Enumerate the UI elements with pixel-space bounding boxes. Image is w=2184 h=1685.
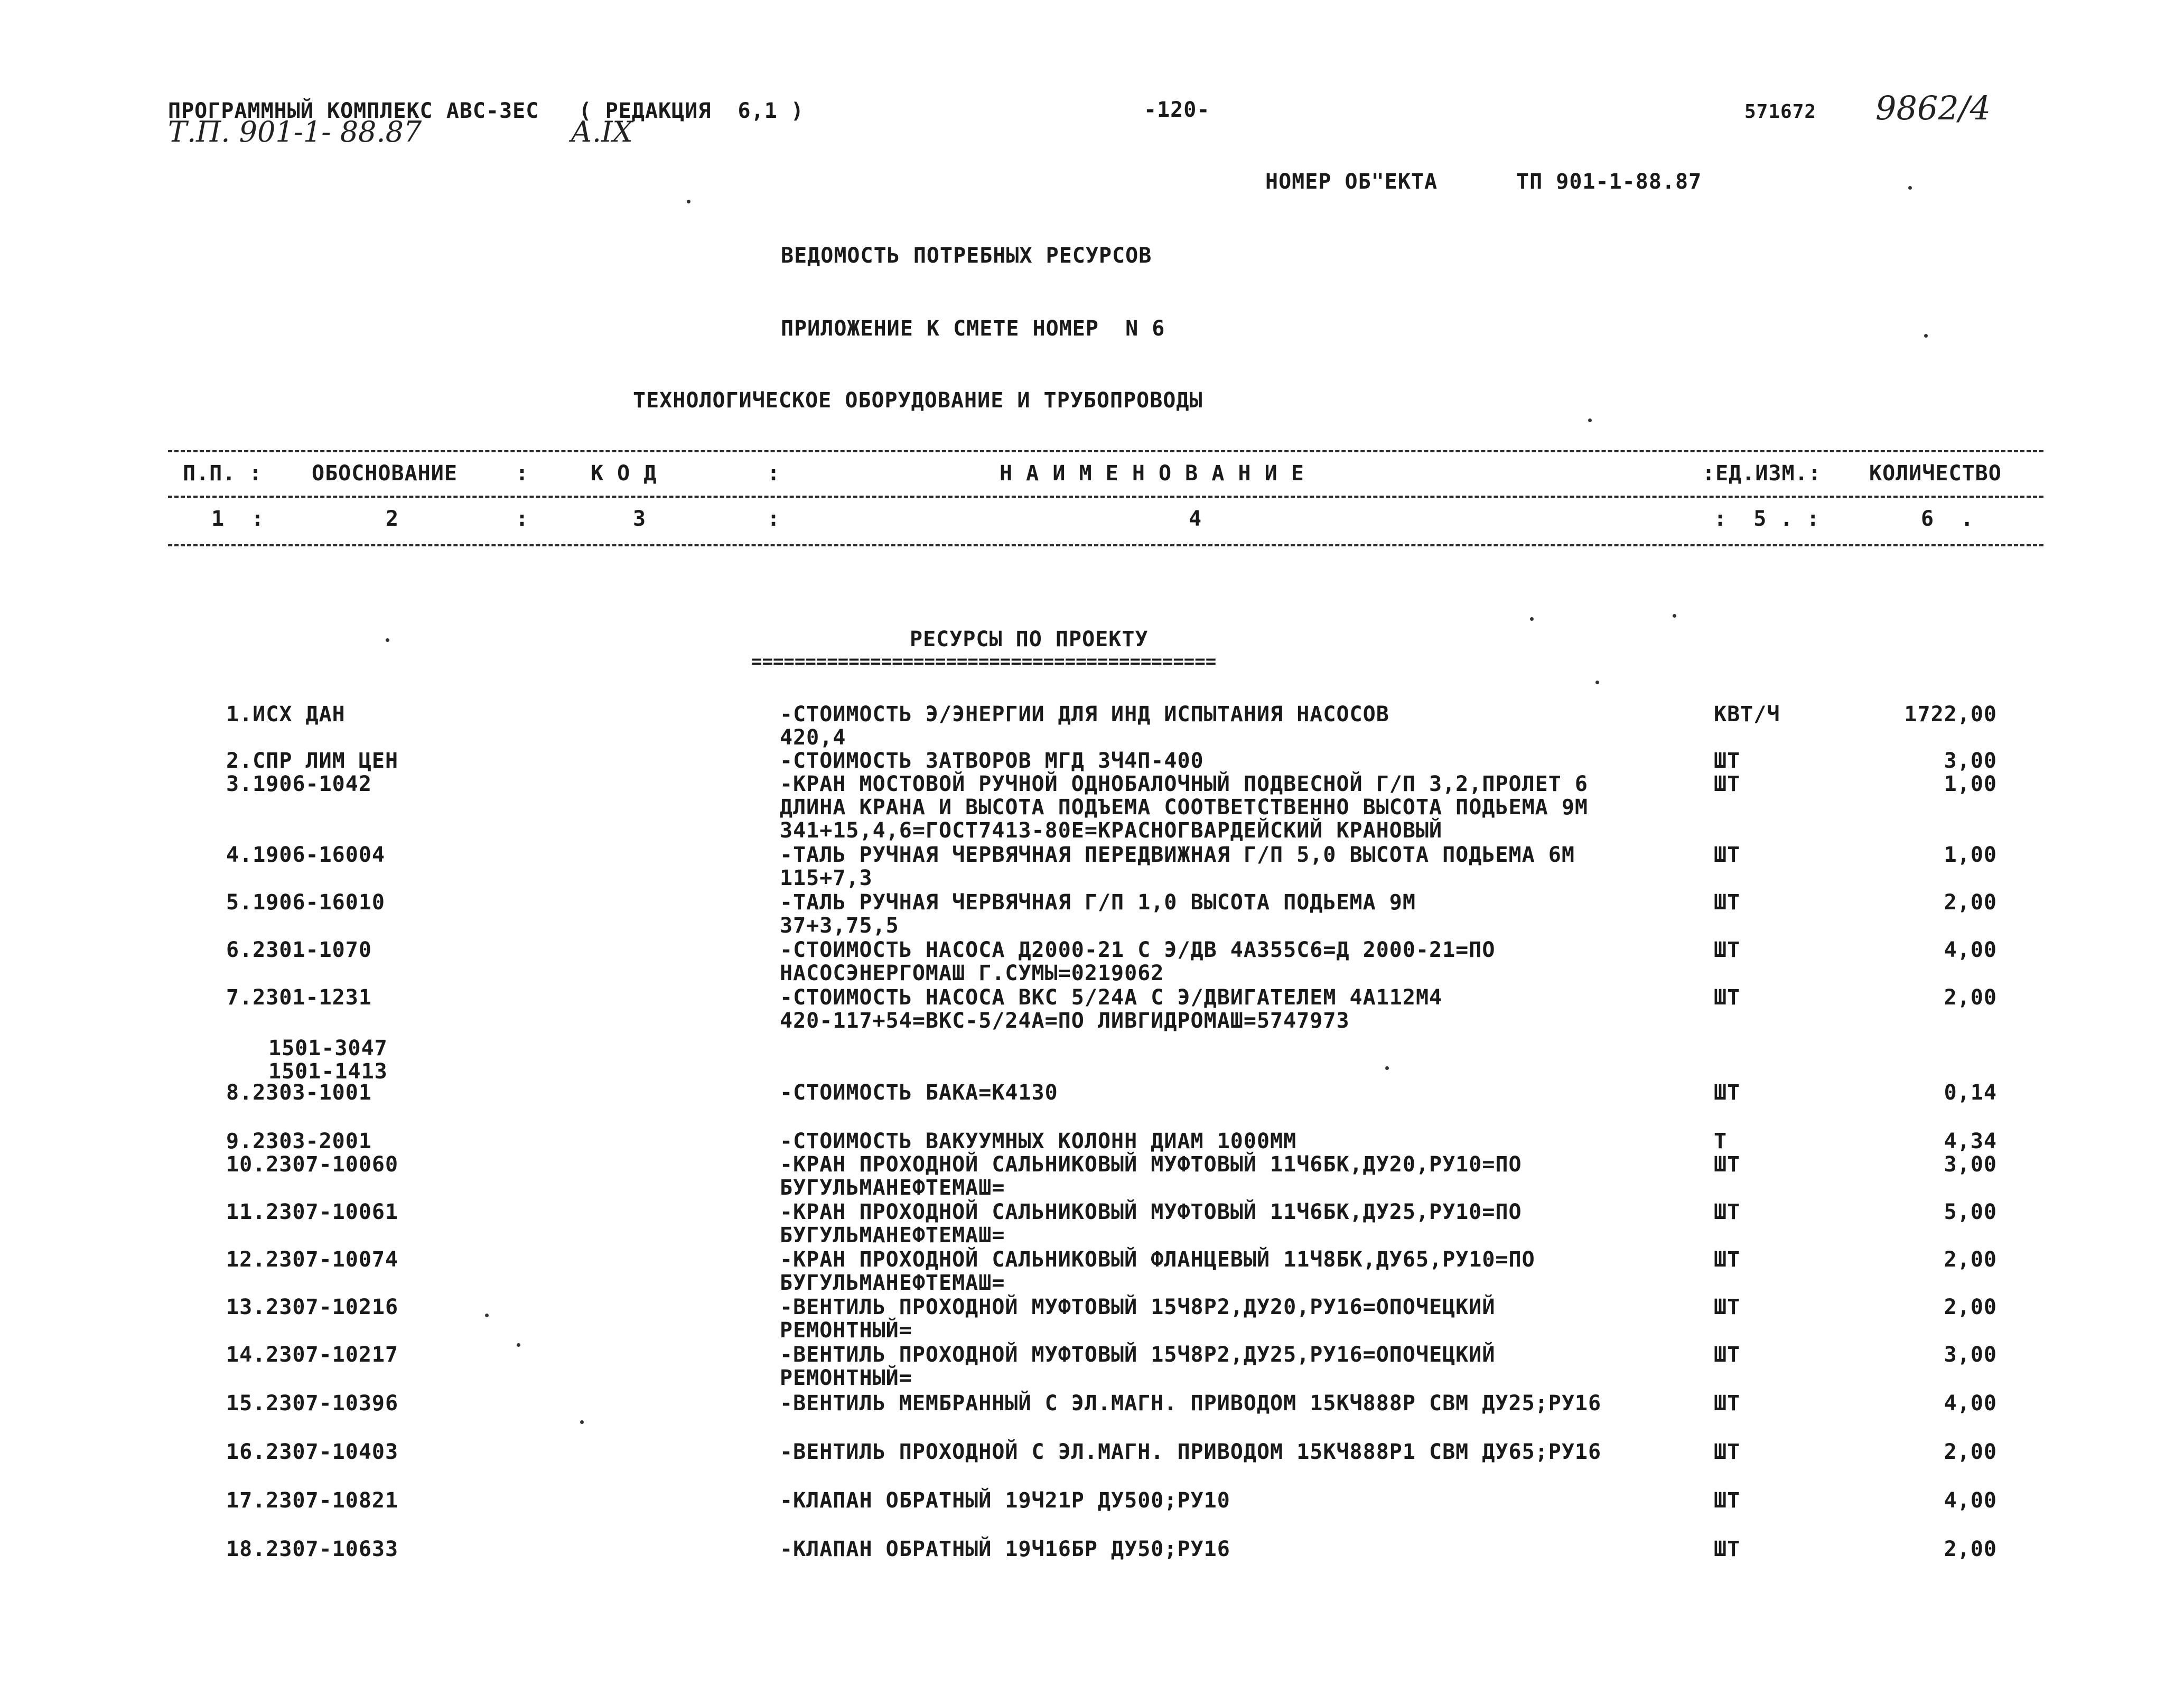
col-header-sep: :	[767, 461, 781, 486]
col-header-basis: ОБОСНОВАНИЕ	[312, 461, 458, 486]
row-unit: ШТ	[1714, 890, 1741, 915]
program-name: ПРОГРАММНЫЙ КОМПЛЕКС АВС-ЗЕС ( РЕДАКЦИЯ 6,1 )	[168, 99, 804, 123]
section-underline: ===========================================	[751, 651, 1217, 672]
row-quantity: 2,00	[1944, 1537, 1997, 1561]
row-index: 4.1906-16004	[226, 843, 385, 867]
col-number-5: : 5 . :	[1714, 507, 1820, 531]
document-code: 571672	[1744, 101, 1817, 123]
title-line-1: ВЕДОМОСТЬ ПОТРЕБНЫХ РЕСУРСОВ	[781, 244, 1152, 268]
row-unit: Т	[1714, 1129, 1728, 1153]
row-name-continued: 37+3,75,5	[780, 914, 899, 938]
object-label: НОМЕР ОБ"ЕКТА	[1265, 170, 1438, 194]
row-index: 2.СПР ЛИМ ЦЕН	[226, 749, 399, 773]
scan-speck	[1595, 681, 1599, 684]
row-unit: ШТ	[1714, 749, 1741, 773]
row-name-continued: ДЛИНА КРАНА И ВЫСОТА ПОДЪЕМА СООТВЕТСТВЕННО ВЫСОТА ПОДЬЕМА 9М	[780, 795, 1589, 820]
row-name: -КРАН ПРОХОДНОЙ САЛЬНИКОВЫЙ МУФТОВЫЙ 11Ч6БК,ДУ25,РУ10=ПО	[780, 1200, 1522, 1224]
row-name: -КРАН ПРОХОДНОЙ САЛЬНИКОВЫЙ МУФТОВЫЙ 11Ч6БК,ДУ20,РУ10=ПО	[780, 1152, 1522, 1177]
row-index: 9.2303-2001	[226, 1129, 372, 1153]
row-unit: ШТ	[1714, 1440, 1741, 1464]
row-quantity: 2,00	[1944, 985, 1997, 1010]
title-line-2: ПРИЛОЖЕНИЕ К СМЕТЕ НОМЕР N 6	[781, 316, 1165, 341]
row-index: 18.2307-10633	[226, 1537, 399, 1561]
row-name: -ВЕНТИЛЬ ПРОХОДНОЙ МУФТОВЫЙ 15Ч8Р2,ДУ25,РУ16=ОПОЧЕЦКИЙ	[780, 1343, 1496, 1367]
table-rule-bottom	[168, 544, 2043, 546]
table-rule-top	[168, 450, 2043, 452]
section-title: РЕСУРСЫ ПО ПРОЕКТУ	[910, 627, 1149, 651]
scan-speck	[580, 1420, 584, 1424]
scan-speck	[1924, 334, 1928, 338]
row-name-continued: 341+15,4,6=ГОСТ7413-80Е=КРАСНОГВАРДЕЙСКИЙ КРАНОВЫЙ	[780, 818, 1443, 843]
col-number-sep: :	[516, 507, 529, 531]
row-unit: КВТ/Ч	[1714, 702, 1780, 727]
page-number: -120-	[1144, 98, 1210, 122]
handwritten-number: 9862/4	[1875, 89, 1991, 127]
row-name: -ВЕНТИЛЬ МЕМБРАННЫЙ С ЭЛ.МАГН. ПРИВОДОМ 15КЧ888Р СВМ ДУ25;РУ16	[780, 1391, 1602, 1416]
row-quantity: 4,00	[1944, 1391, 1997, 1416]
row-index: 16.2307-10403	[226, 1440, 399, 1464]
scan-speck	[517, 1343, 520, 1347]
row-name-continued: БУГУЛЬМАНЕФТЕМАШ=	[780, 1223, 1005, 1248]
row-index: 7.2301-1231	[226, 985, 372, 1010]
row-name: -КРАН ПРОХОДНОЙ САЛЬНИКОВЫЙ ФЛАНЦЕВЫЙ 11Ч8БК,ДУ65,РУ10=ПО	[780, 1248, 1535, 1272]
col-number-2: 2	[386, 507, 399, 531]
object-value: ТП 901-1-88.87	[1516, 170, 1702, 194]
col-header-code: К О Д	[591, 461, 657, 486]
row-unit: ШТ	[1714, 1488, 1741, 1513]
col-header-pp: П.П. :	[183, 461, 263, 486]
col-number-6: 6 .	[1921, 507, 1974, 531]
row-unit: ШТ	[1714, 1081, 1741, 1105]
row-name: -КРАН МОСТОВОЙ РУЧНОЙ ОДНОБАЛОЧНЫЙ ПОДВЕСНОЙ Г/П 3,2,ПРОЛЕТ 6	[780, 772, 1589, 796]
row-name: -СТОИМОСТЬ БАКА=К4130	[780, 1081, 1058, 1105]
col-header-unit: :ЕД.ИЗМ.:	[1702, 461, 1822, 486]
row-unit: ШТ	[1714, 1537, 1741, 1561]
row-quantity: 5,00	[1944, 1200, 1997, 1224]
row-name: -КЛАПАН ОБРАТНЫЙ 19Ч21Р ДУ500;РУ10	[780, 1488, 1230, 1513]
row-quantity: 3,00	[1944, 1152, 1997, 1177]
row-name-continued: 420,4	[780, 725, 846, 750]
row-unit: ШТ	[1714, 1295, 1741, 1319]
row-index: 8.2303-1001	[226, 1081, 372, 1105]
row-name: -СТОИМОСТЬ НАСОСА ВКС 5/24А С Э/ДВИГАТЕЛЕМ 4А112М4	[780, 985, 1443, 1010]
row-name-continued: 420-117+54=ВКС-5/24А=ПО ЛИВГИДРОМАШ=5747973	[780, 1009, 1350, 1033]
row-name-continued: 115+7,3	[780, 866, 873, 890]
row-unit: ШТ	[1714, 843, 1741, 867]
row-name: -КЛАПАН ОБРАТНЫЙ 19Ч16БР ДУ50;РУ16	[780, 1537, 1230, 1561]
row-name: -ВЕНТИЛЬ ПРОХОДНОЙ МУФТОВЫЙ 15Ч8Р2,ДУ20,РУ16=ОПОЧЕЦКИЙ	[780, 1295, 1496, 1319]
row-quantity: 0,14	[1944, 1081, 1997, 1105]
row-index: 12.2307-10074	[226, 1248, 399, 1272]
row-index: 3.1906-1042	[226, 772, 372, 796]
scan-speck	[1385, 1066, 1389, 1070]
row-index: 5.1906-16010	[226, 890, 385, 915]
row-quantity: 2,00	[1944, 1295, 1997, 1319]
row-name: -СТОИМОСТЬ ВАКУУМНЫХ КОЛОНН ДИАМ 1000ММ	[780, 1129, 1297, 1153]
row-quantity: 3,00	[1944, 1343, 1997, 1367]
row-name-continued: НАСОСЭНЕРГОМАШ Г.СУМЫ=0219062	[780, 961, 1164, 985]
row-name: -ТАЛЬ РУЧНАЯ ЧЕРВЯЧНАЯ ПЕРЕДВИЖНАЯ Г/П 5,0 ВЫСОТА ПОДЬЕМА 6М	[780, 843, 1575, 867]
row-quantity: 4,00	[1944, 1488, 1997, 1513]
row-unit: ШТ	[1714, 1391, 1741, 1416]
row-unit: ШТ	[1714, 938, 1741, 962]
row-unit: ШТ	[1714, 985, 1741, 1010]
row-unit: ШТ	[1714, 1200, 1741, 1224]
row-index: 17.2307-10821	[226, 1488, 399, 1513]
row-name-continued: РЕМОНТНЫЙ=	[780, 1366, 912, 1390]
row-name: -ТАЛЬ РУЧНАЯ ЧЕРВЯЧНАЯ Г/П 1,0 ВЫСОТА ПОДЬЕМА 9М	[780, 890, 1416, 915]
row-name-continued: РЕМОНТНЫЙ=	[780, 1318, 912, 1343]
row-name-continued: БУГУЛЬМАНЕФТЕМАШ=	[780, 1176, 1005, 1200]
row-quantity: 3,00	[1944, 749, 1997, 773]
row-name: -СТОИМОСТЬ ЗАТВОРОВ МГД 3Ч4П-400	[780, 749, 1204, 773]
row-index: 1.ИСХ ДАН	[226, 702, 346, 727]
row-index: 13.2307-10216	[226, 1295, 399, 1319]
row-quantity: 2,00	[1944, 1248, 1997, 1272]
scan-speck	[1673, 614, 1676, 618]
handwritten-project: Т.П. 901-1- 88.87	[168, 115, 422, 148]
row-quantity: 1,00	[1944, 772, 1997, 796]
row-quantity: 4,00	[1944, 938, 1997, 962]
row-extra-code: 1501-1413	[268, 1059, 388, 1084]
row-index: 10.2307-10060	[226, 1152, 399, 1177]
row-index: 11.2307-10061	[226, 1200, 399, 1224]
col-number-sep: :	[767, 507, 781, 531]
col-number-1: 1 :	[211, 507, 265, 531]
scan-speck	[1530, 617, 1534, 621]
row-extra-code: 1501-3047	[268, 1036, 388, 1060]
row-index: 15.2307-10396	[226, 1391, 399, 1416]
scan-speck	[1588, 418, 1592, 422]
title-line-3: ТЕХНОЛОГИЧЕСКОЕ ОБОРУДОВАНИЕ И ТРУБОПРОВОДЫ	[633, 388, 1203, 413]
row-quantity: 1722,00	[1904, 702, 1997, 727]
col-header-sep: :	[516, 461, 529, 486]
row-quantity: 4,34	[1944, 1129, 1997, 1153]
row-name: -СТОИМОСТЬ Э/ЭНЕРГИИ ДЛЯ ИНД ИСПЫТАНИЯ НАСОСОВ	[780, 702, 1389, 727]
row-quantity: 2,00	[1944, 1440, 1997, 1464]
row-name-continued: БУГУЛЬМАНЕФТЕМАШ=	[780, 1271, 1005, 1295]
scan-speck	[687, 200, 690, 203]
row-unit: ШТ	[1714, 1152, 1741, 1177]
scan-speck	[386, 638, 389, 642]
row-unit: ШТ	[1714, 1343, 1741, 1367]
col-header-name: Н А И М Е Н О В А Н И Е	[1000, 461, 1304, 486]
row-index: 14.2307-10217	[226, 1343, 399, 1367]
row-name: -ВЕНТИЛЬ ПРОХОДНОЙ С ЭЛ.МАГН. ПРИВОДОМ 15КЧ888Р1 СВМ ДУ65;РУ16	[780, 1440, 1602, 1464]
col-number-3: 3	[633, 507, 647, 531]
row-quantity: 2,00	[1944, 890, 1997, 915]
table-rule-mid	[168, 496, 2043, 498]
col-header-quantity: КОЛИЧЕСТВО	[1869, 461, 2002, 486]
scan-speck	[1908, 186, 1912, 190]
row-index: 6.2301-1070	[226, 938, 372, 962]
row-quantity: 1,00	[1944, 843, 1997, 867]
handwritten-album: А.IX	[571, 115, 633, 148]
row-unit: ШТ	[1714, 772, 1741, 796]
col-number-4: 4	[1189, 507, 1202, 531]
row-name: -СТОИМОСТЬ НАСОСА Д2000-21 С Э/ДВ 4А355С6=Д 2000-21=ПО	[780, 938, 1496, 962]
scan-speck	[485, 1314, 489, 1317]
row-unit: ШТ	[1714, 1248, 1741, 1272]
